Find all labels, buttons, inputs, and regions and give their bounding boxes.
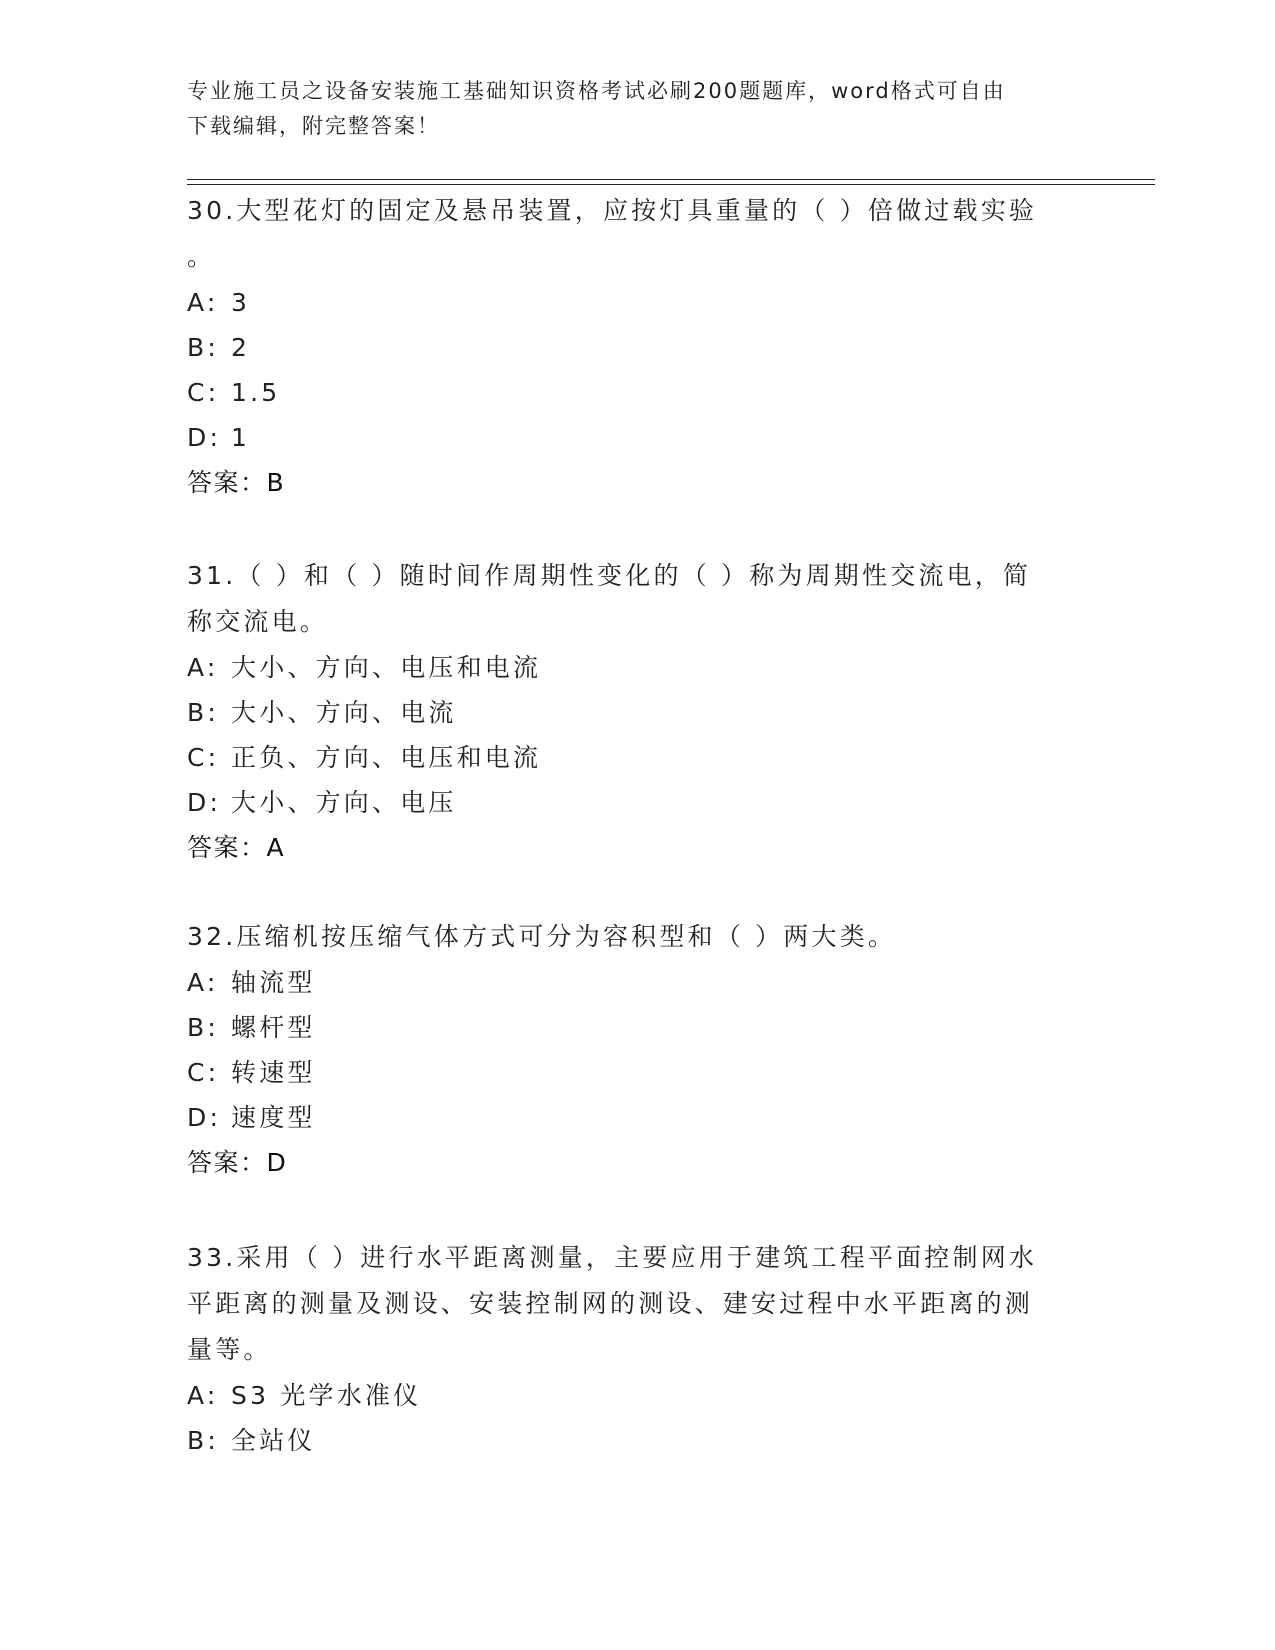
option-b — [187, 1418, 1067, 1463]
option-letter: A: — [187, 968, 219, 997]
option-letter: C: — [187, 743, 220, 772]
question-stem-line: 量等。 — [187, 1335, 272, 1364]
question-32 — [187, 914, 1067, 1186]
option-text: 2 — [231, 333, 251, 362]
answer-line: 答案：A — [187, 833, 286, 862]
document-header — [187, 74, 1067, 144]
option-letter: A: — [187, 288, 219, 317]
option-b — [187, 1005, 1067, 1050]
option-text: 轴流型 — [231, 968, 316, 997]
question-stem-line: 。 — [187, 242, 216, 271]
option-letter: D: — [187, 1103, 222, 1132]
question-33 — [187, 1235, 1067, 1463]
option-text: 1 — [231, 423, 251, 452]
option-letter: C: — [187, 378, 220, 407]
option-letter: B: — [187, 1013, 219, 1042]
option-a — [187, 960, 1067, 1005]
option-d — [187, 780, 1067, 825]
option-letter: A: — [187, 1381, 219, 1410]
option-b — [187, 325, 1067, 370]
option-text: 速度型 — [231, 1103, 316, 1132]
answer-line: 答案：D — [187, 1148, 288, 1177]
option-c — [187, 735, 1067, 780]
question-31 — [187, 553, 1067, 871]
option-a — [187, 280, 1067, 325]
option-c — [187, 1050, 1067, 1095]
option-text: 3 — [231, 288, 251, 317]
header-divider-top — [187, 179, 1155, 180]
option-b — [187, 690, 1067, 735]
option-letter: D: — [187, 788, 222, 817]
option-a — [187, 645, 1067, 690]
option-text: 1.5 — [231, 378, 281, 407]
question-stem-line: 33.采用（ ）进行水平距离测量，主要应用于建筑工程平面控制网水 — [187, 1243, 1038, 1272]
option-d — [187, 415, 1067, 460]
option-text: 大小、方向、电压和电流 — [231, 653, 542, 682]
header-divider-bottom — [187, 184, 1155, 185]
option-d — [187, 1095, 1067, 1140]
option-text: 转速型 — [231, 1058, 316, 1087]
question-stem-line: 30.大型花灯的固定及悬吊装置，应按灯具重量的（ ）倍做过载实验 — [187, 196, 1038, 225]
option-text: 大小、方向、电流 — [231, 698, 457, 727]
option-letter: B: — [187, 1426, 219, 1455]
option-letter: D: — [187, 423, 222, 452]
option-letter: C: — [187, 1058, 220, 1087]
header-line-1: 专业施工员之设备安装施工基础知识资格考试必刷200题题库，word格式可自由 — [187, 79, 1006, 103]
option-letter: B: — [187, 333, 219, 362]
option-letter: B: — [187, 698, 219, 727]
option-text: 正负、方向、电压和电流 — [231, 743, 542, 772]
option-letter: A: — [187, 653, 219, 682]
option-text: 螺杆型 — [231, 1013, 316, 1042]
question-stem-line: 31.（ ）和（ ）随时间作周期性变化的（ ）称为周期性交流电，简 — [187, 561, 1032, 590]
option-text: 全站仪 — [231, 1426, 316, 1455]
option-a — [187, 1373, 1067, 1418]
question-stem-line: 称交流电。 — [187, 607, 329, 636]
option-text: S3 光学水准仪 — [231, 1381, 422, 1410]
option-text: 大小、方向、电压 — [231, 788, 457, 817]
question-30 — [187, 188, 1067, 506]
header-line-2: 下载编辑，附完整答案！ — [187, 114, 440, 138]
question-stem-line: 平距离的测量及测设、安装控制网的测设、建安过程中水平距离的测 — [187, 1289, 1034, 1318]
answer-line: 答案：B — [187, 468, 286, 497]
question-stem-line: 32.压缩机按压缩气体方式可分为容积型和（ ）两大类。 — [187, 922, 897, 951]
option-c — [187, 370, 1067, 415]
